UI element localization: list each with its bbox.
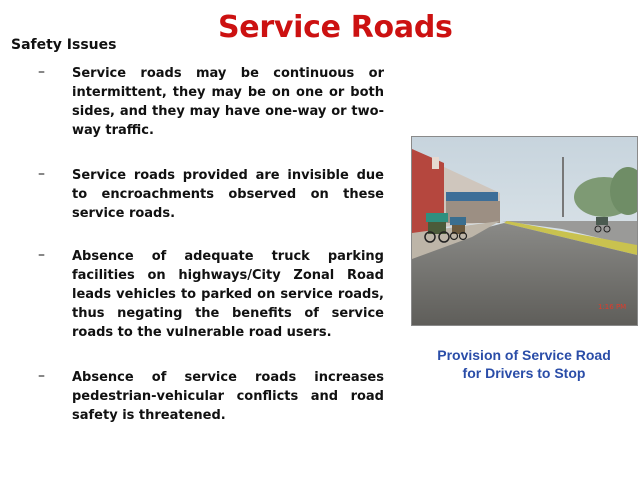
bullet-text: Service roads may be continuous or intermittent, they may be on one or both sides, and they may have one-way or two-way traffic.	[72, 66, 384, 138]
photo-caption-line2: for Drivers to Stop	[462, 365, 586, 381]
photo-caption	[410, 346, 638, 382]
bullet-dash: –	[38, 64, 45, 80]
bullet-text: Absence of service roads increases pedestrian-vehicular conflicts and road safety is threatened.	[72, 370, 384, 423]
slide-title: Service Roads	[218, 10, 453, 45]
bullet-item	[38, 64, 384, 140]
photo-caption-line1: Provision of Service Road	[437, 347, 611, 363]
section-heading: Safety Issues	[11, 37, 117, 53]
bullet-text: Absence of adequate truck parking facilities on highways/City Zonal Road leads vehicles to parked on service roads, thus negating the benefits of service roads to the vulnerable road users.	[72, 249, 384, 340]
bullet-dash: –	[38, 368, 45, 384]
building-sign	[432, 157, 439, 169]
bullet-item	[38, 368, 384, 425]
bullet-dash: –	[38, 247, 45, 263]
road-scene	[412, 137, 637, 325]
bullet-item	[38, 166, 384, 223]
bullet-item	[38, 247, 384, 342]
building-awning	[446, 192, 498, 201]
bullet-dash: –	[38, 166, 45, 182]
bullet-text: Service roads provided are invisible due to encroachments observed on these service roads.	[72, 168, 384, 221]
light-pole	[562, 157, 564, 217]
photo-timestamp: 1:16 PM	[598, 303, 627, 311]
service-road-photo	[411, 136, 638, 326]
